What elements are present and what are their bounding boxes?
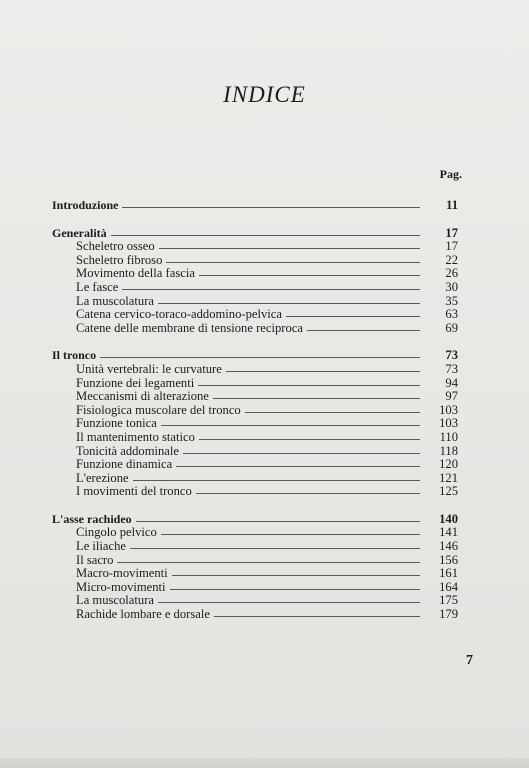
toc-entry [0,267,458,281]
toc-entry [0,308,458,322]
toc-entry-page: 125 [439,484,458,499]
toc-entry [0,554,458,568]
pag-column-label: Pag. [439,167,462,181]
toc-entry [0,431,458,445]
toc-entry-page: 179 [439,607,458,622]
leader-line [245,412,420,413]
leader-line [161,534,420,535]
leader-line [159,248,420,249]
toc-section-heading [0,227,458,241]
toc-entry-page: 156 [439,552,458,567]
toc-entry-label: Scheletro osseo [76,239,155,254]
leader-line [111,235,420,236]
toc-entry-label: Micro-movimenti [76,579,166,594]
toc-entry [0,485,458,499]
toc-entry-page: 161 [439,566,458,581]
toc-entry [0,295,458,309]
toc-section-heading-page: 17 [445,225,458,240]
toc-entry-label: L'erezione [76,470,129,485]
toc-entry-label: Catene delle membrane di tensione reciproca [76,320,303,335]
leader-line [158,602,420,603]
toc-entry [0,417,458,431]
page-number: 7 [466,653,473,668]
toc-entry [0,254,458,268]
toc-entry-label: Fisiologica muscolare del tronco [76,402,241,417]
toc-entry [0,281,458,295]
toc-section [0,199,529,213]
toc-entry-label: Il mantenimento statico [76,429,195,444]
leader-line [176,466,420,467]
leader-line [100,357,420,358]
leader-line [133,480,420,481]
toc-entry [0,458,458,472]
toc-entry-label: Funzione dinamica [76,457,173,472]
toc-entry [0,390,458,404]
toc-entry-label: Movimento della fascia [76,266,195,281]
leader-line [199,275,420,276]
toc-entry-label: Le fasce [76,279,119,294]
toc-entry-label: Unità vertebrali: le curvature [76,361,222,376]
toc-entry-page: 121 [439,470,458,485]
toc-entry-label: Rachide lombare e dorsale [76,607,210,622]
toc-entry [0,608,458,622]
toc-section-heading [0,199,458,213]
toc-entry-page: 97 [445,389,458,404]
leader-line [286,316,420,317]
toc-entry [0,363,458,377]
toc-entry-label: Catena cervico-toraco-addomino-pelvica [76,307,282,322]
leader-line [213,398,420,399]
toc-entry-page: 26 [445,266,458,281]
toc-section [0,513,529,622]
toc-entry-page: 164 [439,579,458,594]
toc-entry-label: Meccanismi di alterazione [76,389,209,404]
toc-entry-label: Scheletro fibroso [76,252,163,267]
toc-entry-label: La muscolatura [76,293,154,308]
toc-entry-page: 175 [439,593,458,608]
leader-line [122,289,420,290]
toc-section-heading-label: Generalità [52,225,107,240]
toc-entry [0,594,458,608]
toc-section-heading-page: 11 [446,198,458,212]
table-of-contents [0,199,529,636]
toc-entry-page: 30 [445,279,458,294]
toc-section-heading-page: 73 [445,348,458,363]
toc-entry [0,581,458,595]
leader-line [172,575,420,576]
leader-line [166,262,420,263]
toc-section-heading [0,513,458,527]
toc-entry-page: 22 [445,252,458,267]
leader-line [117,562,420,563]
page-title: INDICE [223,82,306,107]
toc-entry [0,526,458,540]
toc-entry-page: 103 [439,416,458,431]
toc-entry-label: Funzione dei legamenti [76,375,195,390]
toc-entry [0,445,458,459]
toc-entry-label: Le iliache [76,539,126,554]
leader-line [130,548,420,549]
toc-entry-label: Macro-movimenti [76,566,168,581]
leader-line [122,207,420,208]
toc-entry-page: 103 [439,402,458,417]
leader-line [214,616,420,617]
toc-entry-label: I movimenti del tronco [76,484,192,499]
leader-line [183,453,420,454]
toc-entry-page: 120 [439,457,458,472]
toc-entry-page: 69 [445,320,458,335]
toc-section-heading-label: Introduzione [52,198,119,212]
toc-entry-page: 63 [445,307,458,322]
toc-entry-page: 118 [439,443,458,458]
toc-entry-label: Tonicità addominale [76,443,179,458]
toc-section-heading-page: 140 [439,511,458,526]
toc-entry [0,377,458,391]
toc-entry [0,540,458,554]
toc-entry-page: 73 [445,361,458,376]
toc-entry-label: Funzione tonica [76,416,157,431]
toc-entry [0,240,458,254]
leader-line [226,371,420,372]
toc-section [0,349,529,499]
leader-line [199,439,420,440]
toc-section-heading [0,349,458,363]
toc-entry-page: 35 [445,293,458,308]
toc-entry-label: La muscolatura [76,593,154,608]
toc-section-heading-label: Il tronco [52,348,97,363]
leader-line [170,589,420,590]
leader-line [136,521,420,522]
toc-entry [0,322,458,336]
leader-line [196,493,420,494]
leader-line [158,303,420,304]
toc-entry-page: 110 [439,429,458,444]
toc-entry-page: 94 [445,375,458,390]
toc-entry-label: Cingolo pelvico [76,525,157,540]
leader-line [307,330,420,331]
leader-line [198,385,420,386]
toc-section [0,227,529,336]
toc-entry-page: 146 [439,539,458,554]
toc-entry-page: 17 [445,239,458,254]
toc-section-heading-label: L'asse rachideo [52,511,132,526]
toc-entry-page: 141 [439,525,458,540]
leader-line [161,425,420,426]
toc-entry [0,404,458,418]
toc-entry [0,472,458,486]
toc-entry [0,567,458,581]
toc-entry-label: Il sacro [76,552,114,567]
